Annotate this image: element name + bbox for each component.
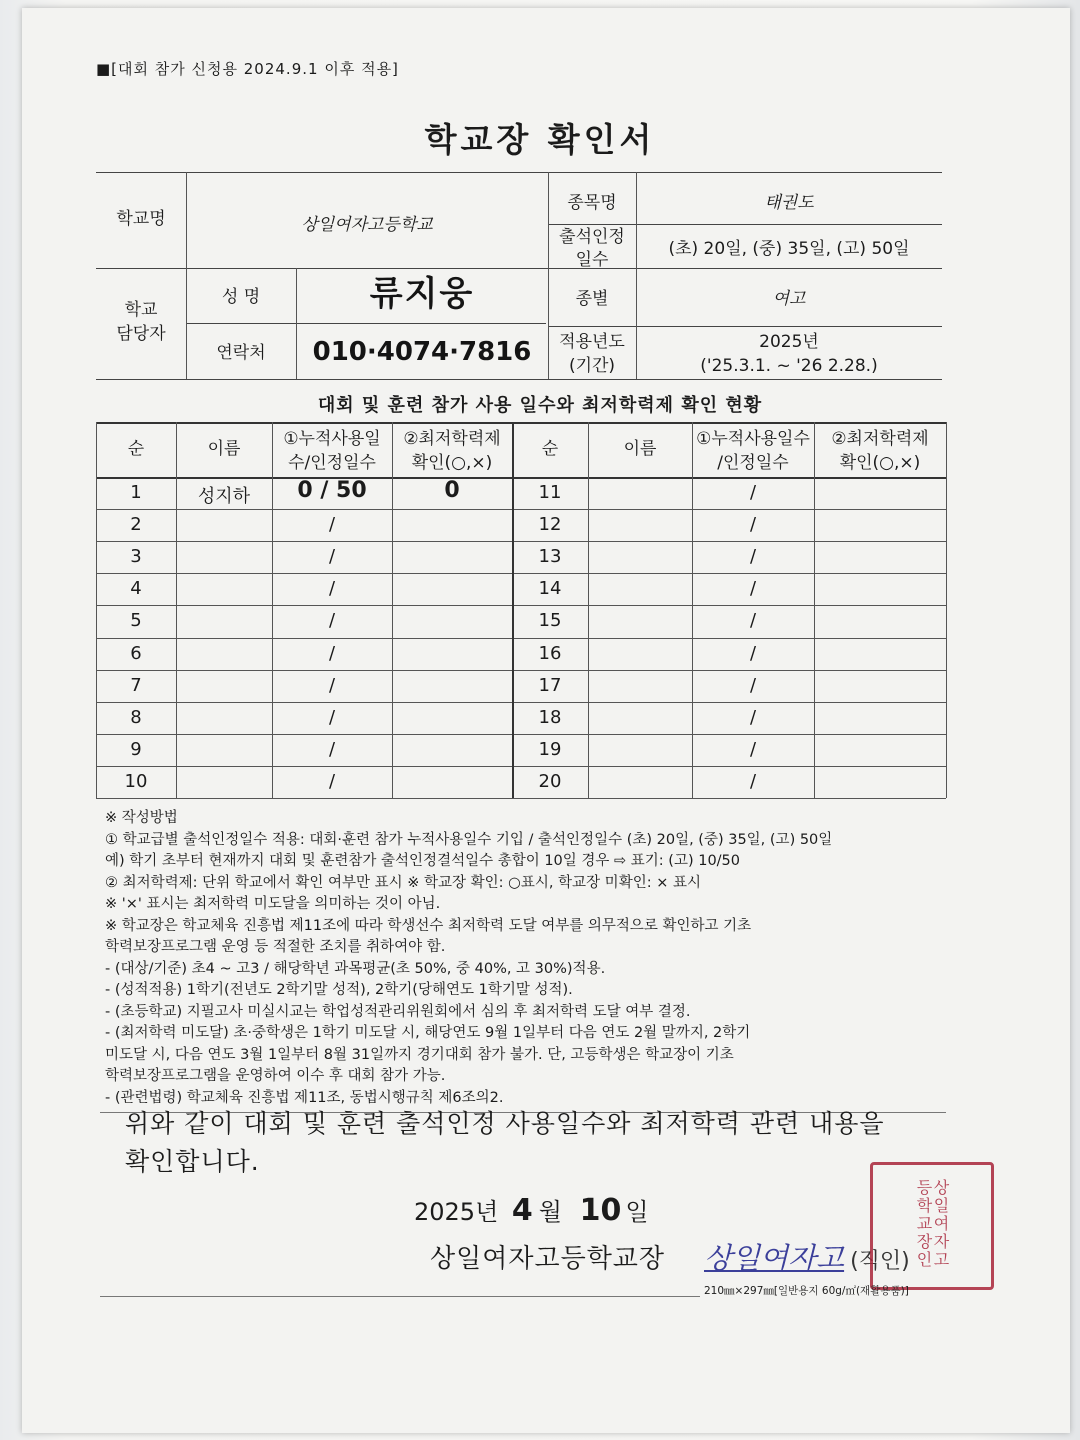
instruction-line: 예) 학기 초부터 현재까지 대회 및 훈련참가 출석인정결석일수 총합이 10일 경우 ⇨ 표기: (고) 10/50	[105, 853, 741, 869]
instruction-line: ② 최저학력제: 단위 학교에서 확인 여부만 표시 ※ 학교장 확인: ○표시, 학교장 미확인: × 표시	[105, 874, 701, 891]
instruction-line: - (대상/기준) 초4 ~ 고3 / 해당학년 과목평균(초 50%, 중 40%, 고 30%)적용.	[105, 960, 606, 977]
row-number: 9	[130, 739, 142, 760]
days-label-1: 출석인정	[559, 227, 625, 247]
row-number: 17	[538, 675, 562, 696]
row-days: /	[328, 707, 336, 728]
instruction-line: ※ '×' 표시는 최저학력 미도달을 의미하는 것이 아님.	[105, 896, 441, 912]
signature-date	[414, 1192, 649, 1228]
header-min-right-2: 확인(○,×)	[839, 453, 921, 473]
row-number: 11	[538, 482, 562, 503]
header-days-2: 수/인정일수	[288, 453, 376, 473]
instruction-line: - (최저학력 미도달) 초·중학생은 1학기 미도달 시, 해당연도 9월 1일부터 다음 연도 2월 말까지, 2학기	[105, 1025, 751, 1041]
row-number: 6	[130, 643, 142, 664]
table-row-line	[96, 798, 946, 799]
row-number: 2	[130, 514, 142, 535]
row-days: /	[328, 739, 336, 760]
date-month-label: 월	[538, 1198, 562, 1226]
year-value-2: ('25.3.1. ~ '26 2.28.)	[700, 356, 878, 376]
info-line	[96, 379, 942, 380]
info-line	[96, 268, 942, 269]
table-row-line	[96, 573, 946, 574]
footer-line	[100, 1296, 700, 1297]
row-days: /	[328, 675, 336, 696]
row-days: /	[328, 546, 336, 567]
table-row-line	[96, 670, 946, 671]
row-number: 4	[130, 578, 142, 599]
confirmation-line-2: 확인합니다.	[125, 1147, 260, 1176]
row-number: 12	[538, 514, 562, 535]
instruction-line: - (관련법령) 학교체육 진흥법 제11조, 동법시행규칙 제6조의2.	[105, 1089, 504, 1106]
row-days: /	[749, 675, 757, 696]
gender-value: 여고	[772, 289, 806, 309]
table-row-line	[96, 766, 946, 767]
paper-info: 210㎜×297㎜[일반용지 60g/㎡(재활용품)]	[704, 1285, 909, 1297]
info-line	[186, 323, 546, 324]
table-col-line	[588, 422, 589, 798]
writing-instructions	[105, 808, 955, 1109]
instruction-line: ※ 작성방법	[105, 810, 178, 826]
table-top-line	[96, 422, 946, 424]
row-number: 5	[130, 610, 142, 631]
header-no: 순	[127, 439, 145, 459]
name-label: 성 명	[221, 287, 261, 307]
row-number: 3	[130, 546, 142, 567]
row-check: 0	[444, 478, 460, 503]
row-days: /	[749, 771, 757, 792]
row-number: 20	[538, 771, 562, 792]
date-month-handwritten: 4	[511, 1193, 533, 1228]
row-days: /	[749, 707, 757, 728]
row-days: /	[328, 578, 336, 599]
table-header-line	[96, 477, 946, 479]
contact-label: 연락처	[216, 343, 266, 363]
table-row-line	[96, 541, 946, 542]
row-days: /	[749, 610, 757, 631]
header-days-right-1: ①누적사용일수	[696, 429, 810, 449]
manager-label-1: 학교	[124, 300, 158, 320]
info-line	[548, 326, 942, 327]
header-min-1: ②최저학력제	[403, 429, 501, 449]
year-label-1: 적용년도	[559, 332, 625, 352]
row-days: /	[749, 546, 757, 567]
row-number: 1	[130, 482, 142, 503]
days-value: (초) 20일, (중) 35일, (고) 50일	[668, 239, 910, 259]
year-value-1: 2025년	[759, 332, 819, 352]
date-day-label: 일	[625, 1198, 649, 1226]
seal-label: (직인)	[850, 1249, 910, 1274]
name-handwritten: 류지웅	[369, 274, 475, 314]
row-days: 0 / 50	[297, 478, 367, 503]
instruction-line: ① 학교급별 출석인정일수 적용: 대회·훈련 참가 누적사용일수 기입 / 출석인정일수 (초) 20일, (중) 35일, (고) 50일	[105, 831, 833, 848]
seal-text: 상일여자고등학교장인	[914, 1179, 950, 1269]
row-days: /	[749, 739, 757, 760]
info-line	[96, 172, 942, 173]
row-days: /	[749, 578, 757, 599]
row-days: /	[749, 643, 757, 664]
row-number: 14	[538, 578, 562, 599]
date-year: 2025년	[414, 1198, 499, 1226]
confirmation-line-1: 위와 같이 대회 및 훈련 출석인정 사용일수와 최저학력 관련 내용을	[125, 1109, 885, 1138]
row-number: 13	[538, 546, 562, 567]
instruction-line: 미도달 시, 다음 연도 3월 1일부터 8월 31일까지 경기대회 참가 불가. 단, 고등학생은 학교장이 기초	[105, 1046, 734, 1063]
instruction-line: 학력보장프로그램을 운영하여 이수 후 대회 참가 가능.	[105, 1068, 446, 1084]
sport-label: 종목명	[567, 193, 617, 213]
table-col-line	[814, 422, 815, 798]
principal-title: 상일여자고등학교장	[430, 1244, 666, 1274]
row-number: 7	[130, 675, 142, 696]
row-days: /	[328, 514, 336, 535]
sport-value: 태권도	[764, 193, 814, 213]
table-col-line	[176, 422, 177, 798]
official-seal	[870, 1162, 994, 1290]
instruction-line: 학력보장프로그램 운영 등 적절한 조치를 취하여야 함.	[105, 939, 446, 955]
row-days: /	[328, 610, 336, 631]
header-min-2: 확인(○,×)	[411, 453, 493, 473]
row-days: /	[328, 771, 336, 792]
header-days-1: ①누적사용일	[283, 429, 381, 449]
table-row-line	[96, 605, 946, 606]
row-days: /	[749, 482, 757, 503]
table-row-line	[96, 638, 946, 639]
principal-signature: 상일여자고 (직인)	[704, 1241, 910, 1275]
table-row-line	[96, 702, 946, 703]
table-row-line	[96, 734, 946, 735]
header-no-right: 순	[541, 439, 559, 459]
row-number: 19	[538, 739, 562, 760]
row-days: /	[749, 514, 757, 535]
year-label-2: (기간)	[568, 356, 616, 376]
manager-label-2: 담당자	[116, 324, 166, 344]
contact-handwritten: 010·4074·7816	[312, 337, 532, 367]
notice-label: ■[대회 참가 신청용 2024.9.1 이후 적용]	[96, 60, 399, 78]
instruction-line: - (성적적용) 1학기(전년도 2학기말 성적), 2학기(당해연도 1학기말 성적).	[105, 982, 573, 998]
row-number: 16	[538, 643, 562, 664]
row-number: 8	[130, 707, 142, 728]
row-number: 18	[538, 707, 562, 728]
header-name-right: 이름	[623, 439, 657, 459]
instruction-line: ※ 학교장은 학교체육 진흥법 제11조에 따라 학생선수 최저학력 도달 여부를 의무적으로 확인하고 기초	[105, 917, 752, 934]
header-days-right-2: /인정일수	[717, 453, 789, 473]
confirmation-text	[125, 1105, 885, 1181]
days-label-2: 일수	[575, 250, 609, 270]
row-days: /	[328, 643, 336, 664]
section-subtitle: 대회 및 훈련 참가 사용 일수와 최저학력제 확인 현황	[317, 395, 763, 416]
school-value: 상일여자고등학교	[301, 215, 433, 235]
table-col-line	[946, 422, 947, 798]
header-min-right-1: ②최저학력제	[831, 429, 929, 449]
row-number: 15	[538, 610, 562, 631]
info-line	[548, 224, 942, 225]
row-number: 10	[124, 771, 148, 792]
header-name: 이름	[207, 439, 241, 459]
table-row-line	[96, 509, 946, 510]
instruction-line: - (초등학교) 지필고사 미실시교는 학업성적관리위원회에서 심의 후 최저학력 도달 여부 결정.	[105, 1003, 691, 1020]
row-name: 성지하	[197, 486, 251, 507]
gender-label: 종별	[575, 289, 609, 309]
document-title: 학교장 확인서	[424, 120, 656, 159]
school-label: 학교명	[116, 209, 166, 229]
date-day-handwritten: 10	[579, 1193, 622, 1228]
